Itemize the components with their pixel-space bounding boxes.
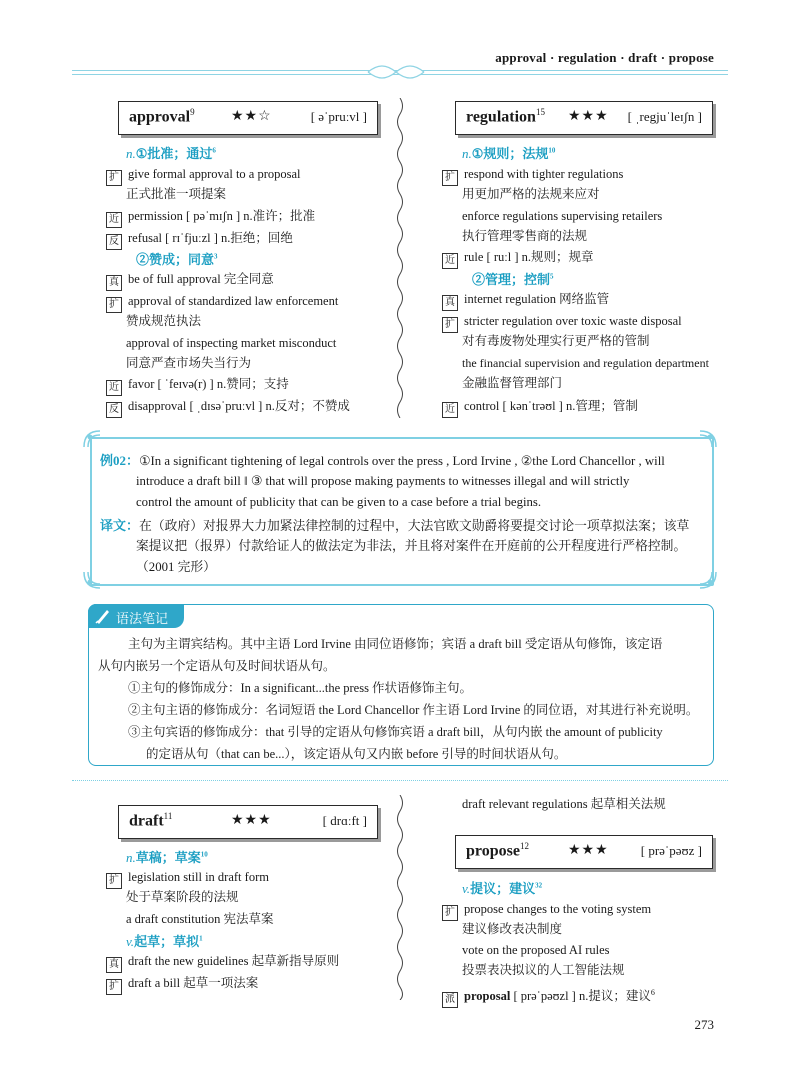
list-item-translation: 执行管理零售商的法规 bbox=[462, 229, 588, 243]
list-item-translation: 对有毒废物处理实行更严格的管制 bbox=[462, 334, 650, 348]
star-rating: ★★★ bbox=[568, 843, 609, 858]
grammar-paragraph: 从句内嵌另一个定语从句及时间状语从句。 bbox=[98, 659, 336, 673]
column-separator bbox=[395, 98, 405, 418]
entry-card-draft bbox=[118, 805, 378, 839]
list-item: 反 refusal [ rɪˈfjuːzl ] n.拒绝；回绝 bbox=[106, 229, 293, 250]
sense-heading: v.起草；草拟$^1$ bbox=[126, 934, 203, 949]
tag-synonym-icon: 近 bbox=[106, 212, 122, 228]
list-item: 真 internet regulation 网络监管 bbox=[442, 290, 609, 311]
example-label: 例02： bbox=[100, 453, 140, 468]
list-item: 扩 draft a bill 起草一项法案 bbox=[106, 974, 258, 995]
list-item: 扩 respond with tighter regulations bbox=[442, 165, 623, 186]
tag-expand-icon: 扩 bbox=[442, 905, 458, 921]
tag-expand-icon: 扩 bbox=[106, 873, 122, 889]
example-sentence-line: 例02：①In a significant tightening of legal controls over the press , Lord Irvine , ②the Lord Chancellor , will bbox=[100, 453, 665, 468]
list-item: enforce regulations supervising retailers bbox=[462, 209, 663, 223]
phonetic: [ prəˈpəʊz ] bbox=[640, 843, 702, 858]
tag-expand-icon: 扩 bbox=[106, 297, 122, 313]
tag-derivative-icon: 派 bbox=[442, 992, 458, 1008]
grammar-paragraph: 主句为主谓宾结构。其中主语 Lord Irvine 由同位语修饰；宾语 a draft bill 受定语从句修饰，该定语 bbox=[128, 637, 663, 651]
sense-heading: n.①规则；法规$^{10}$ bbox=[462, 146, 556, 161]
list-item-translation: 投票表决拟议的人工智能法规 bbox=[462, 963, 625, 977]
list-item: 扩 legislation still in draft form bbox=[106, 868, 269, 889]
tag-expand-icon: 扩 bbox=[106, 170, 122, 186]
tag-synonym-icon: 近 bbox=[442, 253, 458, 269]
list-item: 真 be of full approval 完全同意 bbox=[106, 270, 274, 291]
list-item-translation: 同意严查市场失当行为 bbox=[126, 356, 252, 370]
phonetic: [ əˈpruːvl ] bbox=[310, 109, 367, 124]
running-head: approval · regulation · draft · propose bbox=[495, 50, 714, 65]
tag-synonym-icon: 近 bbox=[106, 380, 122, 396]
list-item: 扩 stricter regulation over toxic waste disposal bbox=[442, 312, 682, 333]
list-item: 派 proposal [ prəˈpəʊzl ] n.提议；建议$^6$ bbox=[442, 984, 655, 1008]
grammar-point: ②主句主语的修饰成分：名词短语 the Lord Chancellor 作主语 Lord Irvine 的同位语，对其进行补充说明。 bbox=[128, 703, 699, 717]
corner-ornament-icon bbox=[698, 570, 718, 590]
tag-real-icon: 真 bbox=[106, 957, 122, 973]
sense-heading: ②管理；控制$^5$ bbox=[472, 272, 554, 287]
phonetic: [ ˌregjuˈleɪʃn ] bbox=[627, 109, 702, 124]
translation-line: 译文：在（政府）对报界大力加紧法律控制的过程中，大法官欧文勋爵将要提交讨论一项草拟法案；该草 bbox=[100, 518, 690, 533]
star-rating: ★★★ bbox=[231, 813, 272, 828]
list-item: 真 draft the new guidelines 起草新指导原则 bbox=[106, 952, 339, 973]
headword-draft: draft$^{11}$ bbox=[129, 811, 173, 830]
grammar-point: 的定语从句（that can be...），该定语从句又内嵌 before 引导的时间状语从句。 bbox=[146, 747, 567, 761]
list-item: vote on the proposed AI rules bbox=[462, 943, 610, 957]
corner-ornament-icon bbox=[82, 570, 102, 590]
page-number: 273 bbox=[694, 1017, 714, 1032]
entry-card-propose bbox=[455, 835, 713, 869]
phonetic: [ drɑːft ] bbox=[322, 813, 367, 828]
tag-expand-icon: 扩 bbox=[442, 317, 458, 333]
tag-antonym-icon: 反 bbox=[106, 402, 122, 418]
tag-real-icon: 真 bbox=[442, 295, 458, 311]
list-item: 近 favor [ ˈfeɪvə(r) ] n.赞同；支持 bbox=[106, 375, 289, 396]
list-item: 反 disapproval [ ˌdɪsəˈpruːvl ] n.反对；不赞成 bbox=[106, 397, 350, 418]
headword-propose: propose$^{12}$ bbox=[466, 841, 529, 860]
corner-ornament-icon bbox=[698, 429, 718, 449]
list-item-translation: 赞成规范执法 bbox=[126, 314, 202, 328]
translation-line: 案提议把（报界）付款给证人的做法定为非法，并且将对案件在开庭前的公开程度进行严格控制。 bbox=[136, 539, 687, 553]
example-sentence-line: control the amount of publicity that can be given to a case before a trial begins. bbox=[136, 495, 542, 509]
list-item: 近 control [ kənˈtrəʊl ] n.管理；管制 bbox=[442, 397, 638, 418]
list-item: 扩 give formal approval to a proposal bbox=[106, 165, 301, 186]
entry-card-regulation bbox=[455, 101, 713, 135]
tag-real-icon: 真 bbox=[106, 275, 122, 291]
list-item: draft relevant regulations 起草相关法规 bbox=[462, 797, 666, 811]
sense-heading: v.提议；建议$^{32}$ bbox=[462, 881, 543, 896]
list-item: approval of inspecting market misconduct bbox=[126, 336, 337, 350]
translation-line: （2001 完形） bbox=[136, 560, 216, 574]
list-item: 扩 propose changes to the voting system bbox=[442, 900, 651, 921]
example-sentence-line: introduce a draft bill ‖ ③ that will propose making payments to witnesses illegal and will strictly bbox=[136, 474, 630, 488]
translation-label: 译文： bbox=[100, 518, 140, 533]
pen-icon bbox=[94, 607, 112, 625]
tag-expand-icon: 扩 bbox=[106, 979, 122, 995]
list-item: a draft constitution 宪法草案 bbox=[126, 912, 274, 926]
sense-heading: ②赞成；同意$^3$ bbox=[136, 252, 218, 267]
header-ornament bbox=[366, 64, 426, 80]
tag-synonym-icon: 近 bbox=[442, 402, 458, 418]
star-rating: ★★☆ bbox=[231, 109, 272, 124]
tag-expand-icon: 扩 bbox=[442, 170, 458, 186]
tag-antonym-icon: 反 bbox=[106, 234, 122, 250]
sense-heading: n.草稿；草案$^{10}$ bbox=[126, 850, 208, 865]
grammar-point: ③主句宾语的修饰成分：that 引导的定语从句修饰宾语 a draft bill，从句内嵌 the amount of publicity bbox=[128, 725, 663, 739]
grammar-notes-label: 语法笔记 bbox=[88, 604, 184, 628]
headword-regulation: regulation$^{15}$ bbox=[466, 107, 545, 126]
list-item-translation: 处于草案阶段的法规 bbox=[126, 890, 239, 904]
star-rating: ★★★ bbox=[568, 109, 609, 124]
list-item: 近 permission [ pəˈmɪʃn ] n.准许；批准 bbox=[106, 207, 315, 228]
list-item: 扩 approval of standardized law enforcement bbox=[106, 292, 338, 313]
grammar-point: ①主句的修饰成分：In a significant...the press 作状语修饰主句。 bbox=[128, 681, 473, 695]
list-item-translation: 金融监督管理部门 bbox=[462, 376, 563, 390]
section-divider bbox=[72, 780, 728, 781]
list-item-translation: 建议修改表决制度 bbox=[462, 922, 563, 936]
entry-card-approval bbox=[118, 101, 378, 135]
list-item: 近 rule [ ruːl ] n.规则；规章 bbox=[442, 248, 594, 269]
list-item: the financial supervision and regulation department bbox=[462, 356, 709, 370]
sense-heading: n.①批准；通过$^6$ bbox=[126, 146, 216, 161]
headword-approval: approval$^9$ bbox=[129, 107, 195, 126]
list-item-translation: 用更加严格的法规来应对 bbox=[462, 187, 600, 201]
corner-ornament-icon bbox=[82, 429, 102, 449]
list-item-translation: 正式批准一项提案 bbox=[126, 187, 227, 201]
column-separator bbox=[395, 795, 405, 1000]
